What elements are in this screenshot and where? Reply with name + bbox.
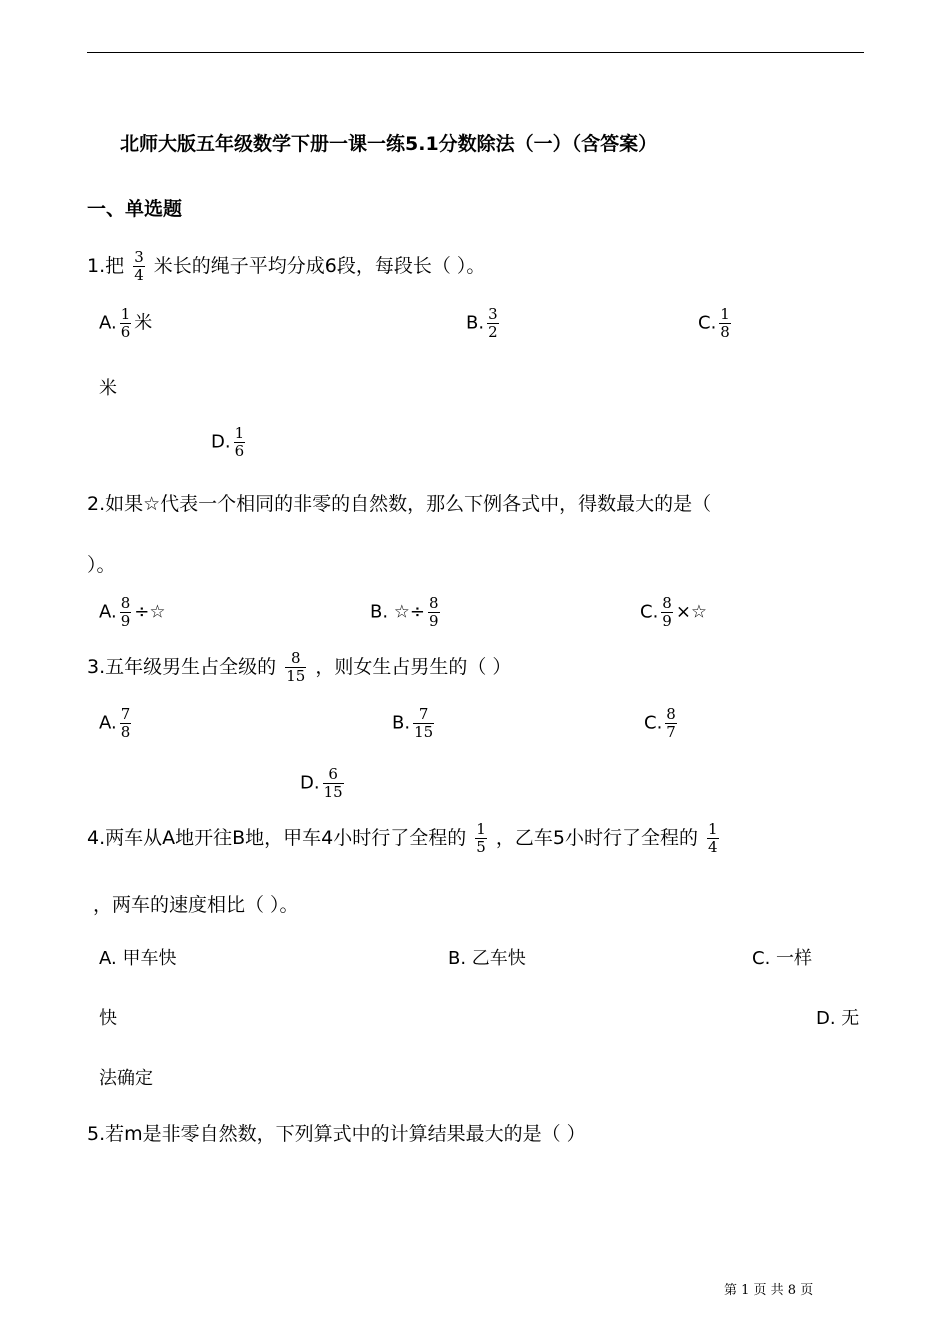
- q3-option-a: A. $\frac{7}{8}$: [99, 705, 131, 741]
- question-4-line-1: 4.两车从A地开往B地，甲车4小时行了全程的 $\frac{1}{5}$ ，乙车5小时行了全程的 $\frac{1}{4}$: [87, 820, 718, 856]
- question-2-line-2: ）。: [87, 554, 116, 576]
- q1-option-c-wrap: 米: [99, 378, 117, 399]
- question-2-line-1: 2.如果☆代表一个相同的非零的自然数，那么下例各式中，得数最大的是（: [87, 493, 712, 515]
- q1-option-c: C. $\frac{1}{8}$: [698, 305, 730, 341]
- question-4-line-2: ，两车的速度相比（ ）。: [93, 894, 299, 916]
- question-4-fraction-2: $\frac{1}{4}$: [708, 820, 718, 856]
- question-1-prefix: 1.把: [87, 255, 125, 277]
- q2-option-c: C. $\frac{8}{9}$ ×☆: [640, 594, 708, 630]
- question-1: [87, 249, 485, 284]
- q1-option-a: A. $\frac{1}{6}$ 米: [99, 305, 153, 341]
- page-number: 第 1 页 共 8 页: [724, 1283, 814, 1298]
- q4-option-d: D. 无: [816, 1008, 860, 1029]
- section-heading: 一、单选题: [87, 198, 183, 220]
- q4-option-c-wrap: 快: [99, 1008, 117, 1029]
- q1-option-d: D. $\frac{1}{6}$: [211, 424, 245, 460]
- header-rule: [87, 52, 864, 53]
- question-3: 3.五年级男生占全级的 $\frac{8}{15}$ ，则女生占男生的（ ）: [87, 649, 512, 685]
- question-1-fraction: $\frac{3}{4}$: [134, 248, 144, 284]
- question-5: 5.若m是非零自然数，下列算式中的计算结果最大的是（ ）: [87, 1123, 586, 1145]
- q4-option-c: C. 一样: [752, 948, 813, 969]
- document-title: 北师大版五年级数学下册一课一练5.1分数除法（一）（含答案）: [120, 133, 658, 155]
- q4-option-d-wrap: 法确定: [99, 1068, 153, 1089]
- q2-option-a: A. $\frac{8}{9}$ ÷☆: [99, 594, 166, 630]
- question-4-fraction-1: $\frac{1}{5}$: [476, 820, 486, 856]
- q4-option-b: B. 乙车快: [448, 948, 526, 969]
- q4-option-a: A. 甲车快: [99, 948, 177, 969]
- q3-option-d: D. $\frac{6}{15}$: [300, 765, 343, 801]
- q3-option-b: B. $\frac{7}{15}$: [392, 705, 434, 741]
- q1-option-b: B. $\frac{3}{2}$: [466, 305, 498, 341]
- q2-option-b: B. ☆÷ $\frac{8}{9}$: [370, 594, 439, 630]
- question-3-fraction: $\frac{8}{15}$: [286, 649, 306, 685]
- q3-option-c: C. $\frac{8}{7}$: [644, 705, 676, 741]
- question-1-suffix: 米长的绳子平均分成6段，每段长（ ）。: [153, 255, 486, 277]
